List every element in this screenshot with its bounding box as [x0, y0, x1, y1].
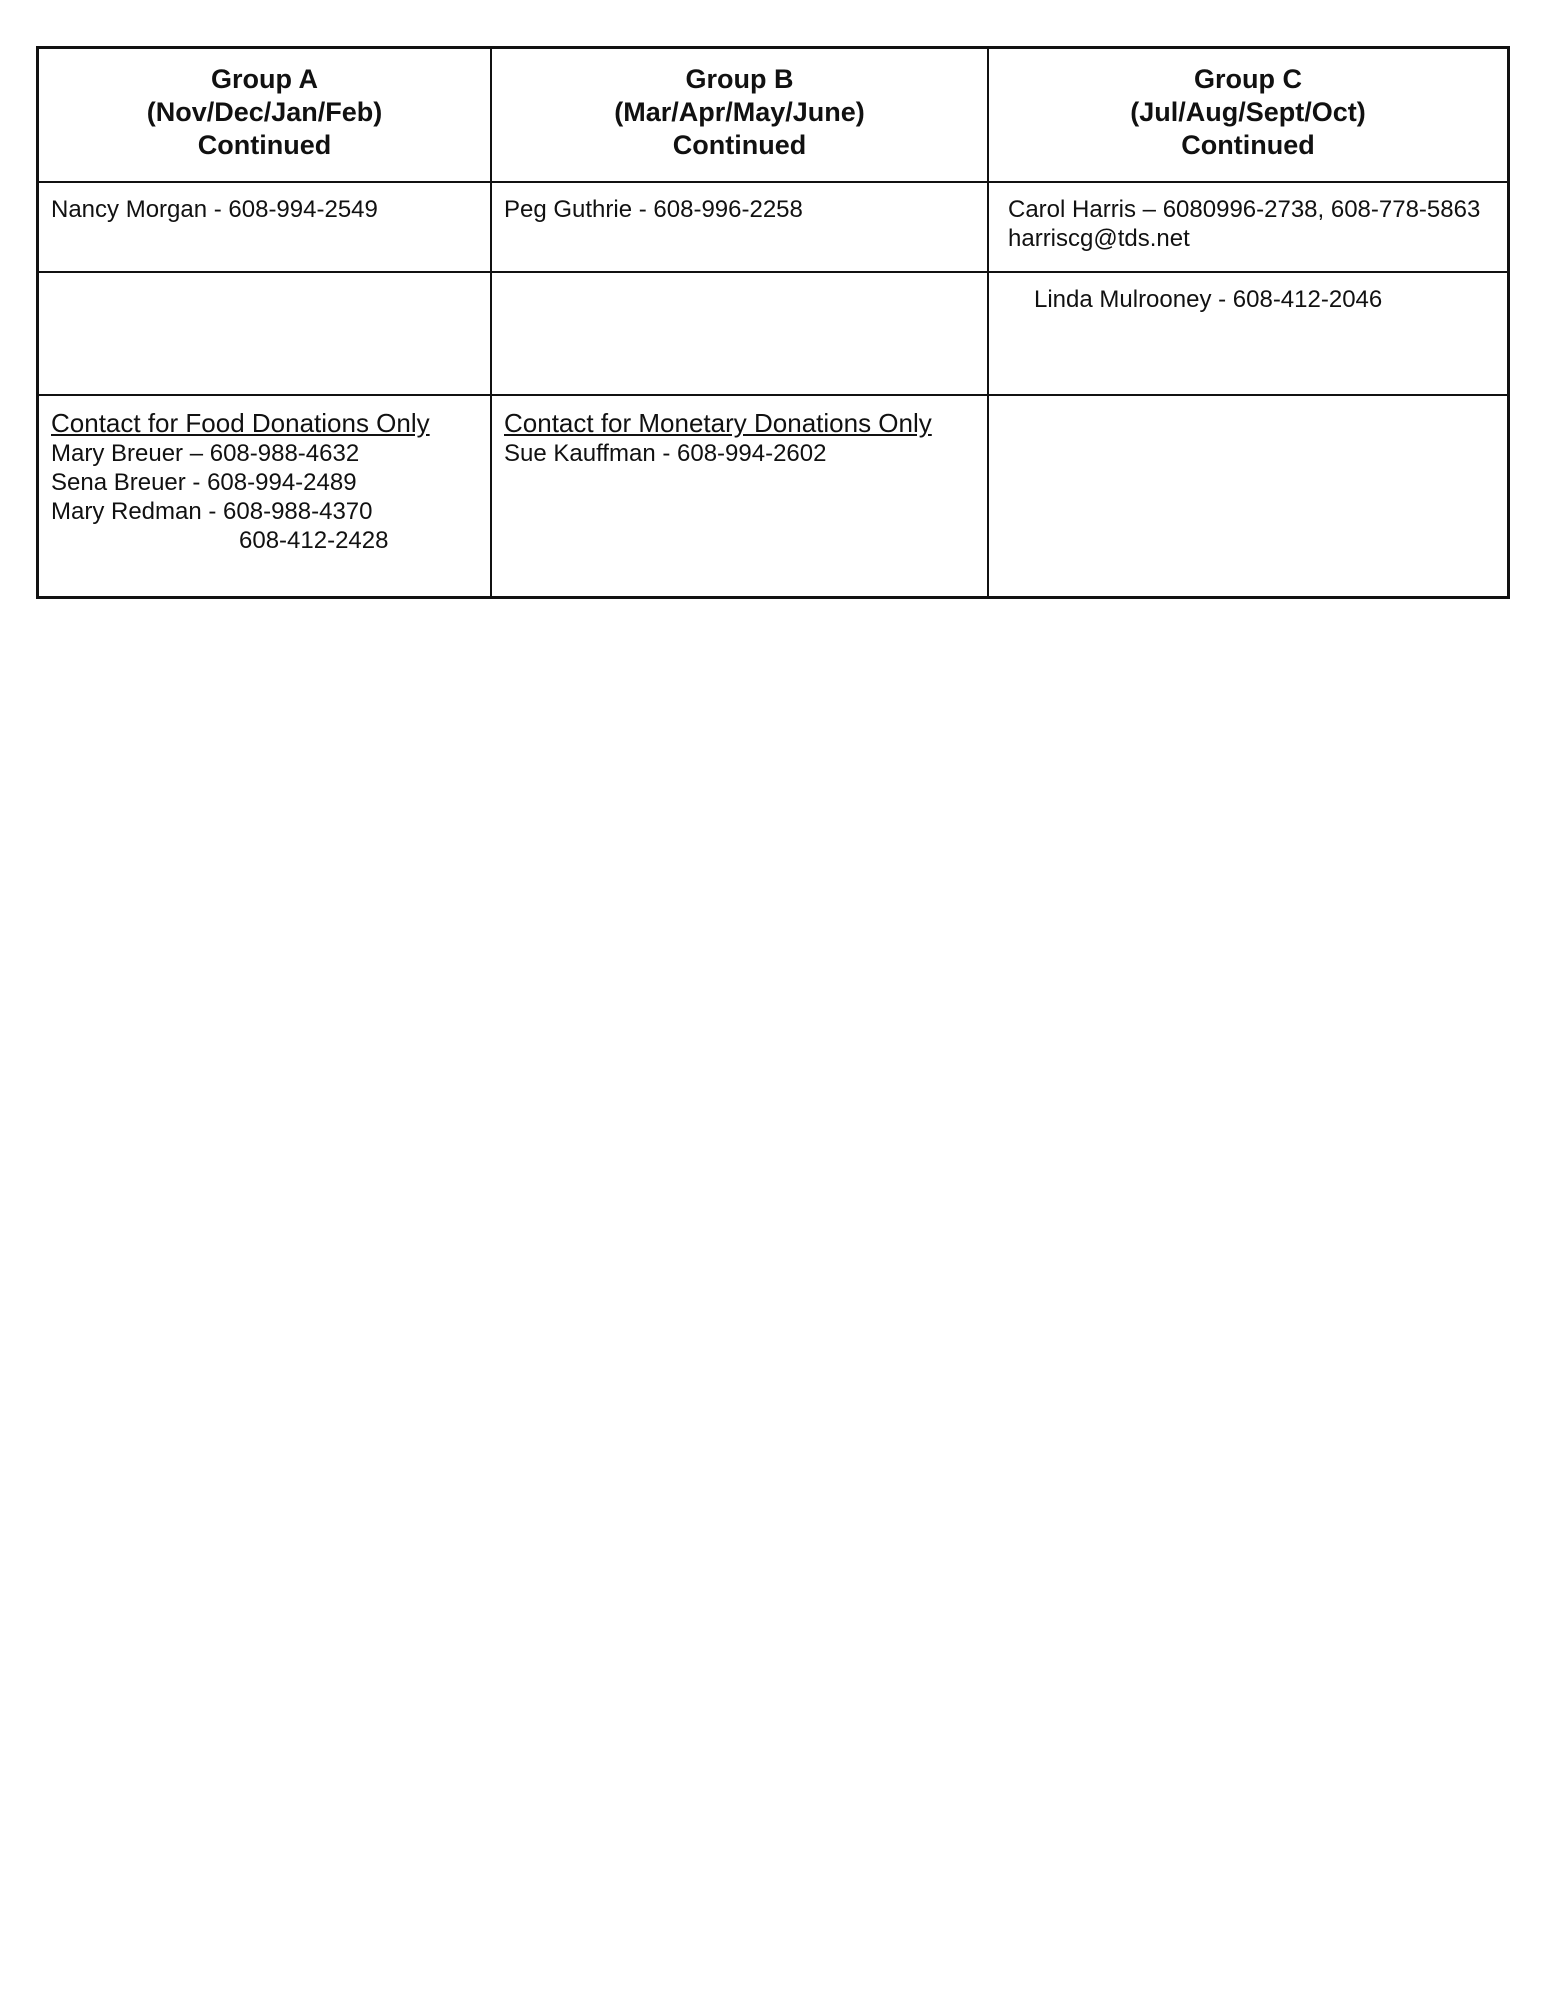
row2-group-a-cell	[39, 273, 492, 396]
contact-peg-guthrie: Peg Guthrie - 608-996-2258	[504, 196, 803, 223]
contact-table	[36, 46, 1510, 599]
header-group-b	[492, 49, 989, 183]
row3-group-c-cell	[989, 396, 1507, 596]
row2-group-b-cell	[492, 273, 989, 396]
row1-group-c-cell	[989, 183, 1507, 273]
monetary-donations-heading: Contact for Monetary Donations Only	[504, 408, 932, 438]
header-group-a	[39, 49, 492, 183]
row1-group-a-cell	[39, 183, 492, 273]
contact-linda-mulrooney: Linda Mulrooney - 608-412-2046	[1034, 286, 1383, 313]
contact-sue-kauffman: Sue Kauffman - 608-994-2602	[504, 440, 827, 467]
header-group-a-status: Continued	[197, 130, 332, 160]
row1-group-b-cell	[492, 183, 989, 273]
header-group-a-title: Group A	[211, 64, 318, 94]
header-group-c-status: Continued	[1181, 130, 1315, 160]
header-group-c	[989, 49, 1507, 183]
row3-group-a-cell	[39, 396, 492, 596]
header-group-b-title: Group B	[685, 64, 794, 94]
contact-sena-breuer: Sena Breuer - 608-994-2489	[51, 469, 357, 496]
header-group-b-months: (Mar/Apr/May/June)	[614, 97, 865, 127]
header-group-a-months: (Nov/Dec/Jan/Feb)	[146, 97, 383, 127]
contact-mary-redman-alt-phone: 608-412-2428	[239, 527, 389, 554]
contact-nancy-morgan: Nancy Morgan - 608-994-2549	[51, 196, 378, 223]
contact-carol-harris: Carol Harris – 6080996-2738, 608-778-5863 harriscg@tds.net	[1008, 196, 1481, 252]
row2-group-c-cell	[989, 273, 1507, 396]
header-group-c-title: Group C	[1194, 64, 1302, 94]
header-group-c-months: (Jul/Aug/Sept/Oct)	[1130, 97, 1366, 127]
contact-mary-breuer: Mary Breuer – 608-988-4632	[51, 440, 360, 467]
header-group-b-status: Continued	[672, 130, 807, 160]
row3-group-b-cell	[492, 396, 989, 596]
food-donations-heading: Contact for Food Donations Only	[51, 408, 430, 438]
contact-mary-redman: Mary Redman - 608-988-4370	[51, 498, 373, 525]
